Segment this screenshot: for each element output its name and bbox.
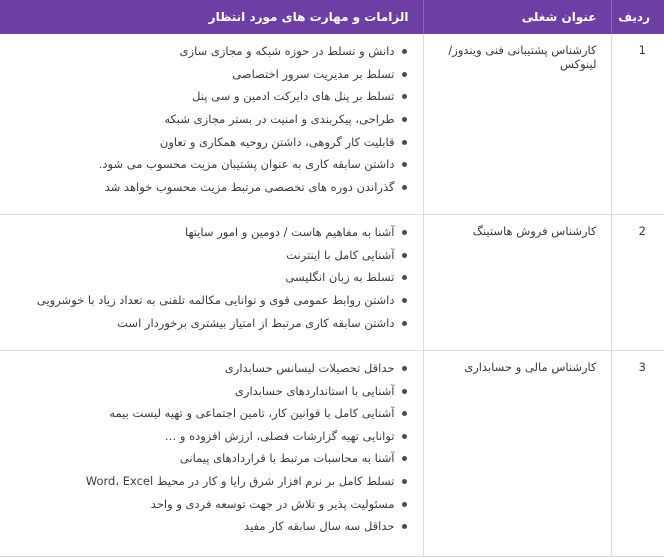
requirements-list [8,43,409,195]
list-item: آشنا به محاسبات مرتبط با قراردادهای پیمانی [8,450,409,466]
list-item: تسلط کامل بر نرم افزار شرق رایا و کار در محیط Word، Excel [8,473,409,489]
list-item: دانش و تسلط در حوزه شبکه و مجازی سازی [8,43,409,59]
table-row [0,215,664,351]
row-number: 3 [611,351,664,557]
header-requirements: الزامات و مهارت های مورد انتظار [208,10,409,24]
row-number: 1 [611,34,664,215]
list-item: حداقل سه سال سابقه کار مفید [8,518,409,534]
list-item: داشتن سابقه کاری مرتبط از امتیاز بیشتری برخوردار است [8,315,409,331]
list-item: مسئولیت پذیر و تلاش در جهت توسعه فردی و واحد [8,496,409,512]
header-title: عنوان شغلی [423,0,611,34]
requirements-cell [0,34,423,215]
requirements-cell [0,351,423,557]
header-number: ردیف [611,0,664,34]
requirements-cell [0,215,423,351]
row-number: 2 [611,215,664,351]
list-item: آشنایی با استانداردهای حسابداری [8,383,409,399]
job-title: کارشناس فروش هاستینگ [423,215,611,351]
table-row [0,34,664,215]
list-item: داشتن روابط عمومی قوی و توانایی مکالمه تلفنی به تعداد زیاد با خوشرویی [8,292,409,308]
list-item: آشنا به مفاهیم هاست / دومین و امور سایتها [8,224,409,240]
table-header-row [0,0,664,34]
job-title: کارشناس مالی و حسابداری [423,351,611,557]
list-item: داشتن سابقه کاری به عنوان پشتیبان مزیت محسوب می شود. [8,156,409,172]
list-item: طراحی، پیکربندی و امنیت در بستر مجازی شبکه [8,111,409,127]
requirements-list [8,224,409,331]
list-item: آشنایی کامل با اینترنت [8,247,409,263]
list-item: آشنایی کامل با قوانین کار، تامین اجتماعی و تهیه لیست بیمه [8,405,409,421]
list-item: تسلط به زبان انگلیسی [8,269,409,285]
list-item: گذراندن دوره های تخصصی مرتبط مزیت محسوب خواهد شد [8,179,409,195]
job-title: کارشناس پشتیبانی فنی ویندوز/ لینوکس [423,34,611,215]
requirements-list [8,360,409,534]
table-row [0,351,664,557]
list-item: قابلیت کار گروهی، داشتن روحیه همکاری و تعاون [8,134,409,150]
list-item: تسلط بر مدیریت سرور اختصاصی [8,66,409,82]
list-item: تسلط بر پنل های دایرکت ادمین و سی پنل [8,88,409,104]
list-item: توانایی تهیه گزارشات فصلی، ارزش افزوده و … [8,428,409,444]
list-item: حداقل تحصیلات لیسانس حسابداری [8,360,409,376]
